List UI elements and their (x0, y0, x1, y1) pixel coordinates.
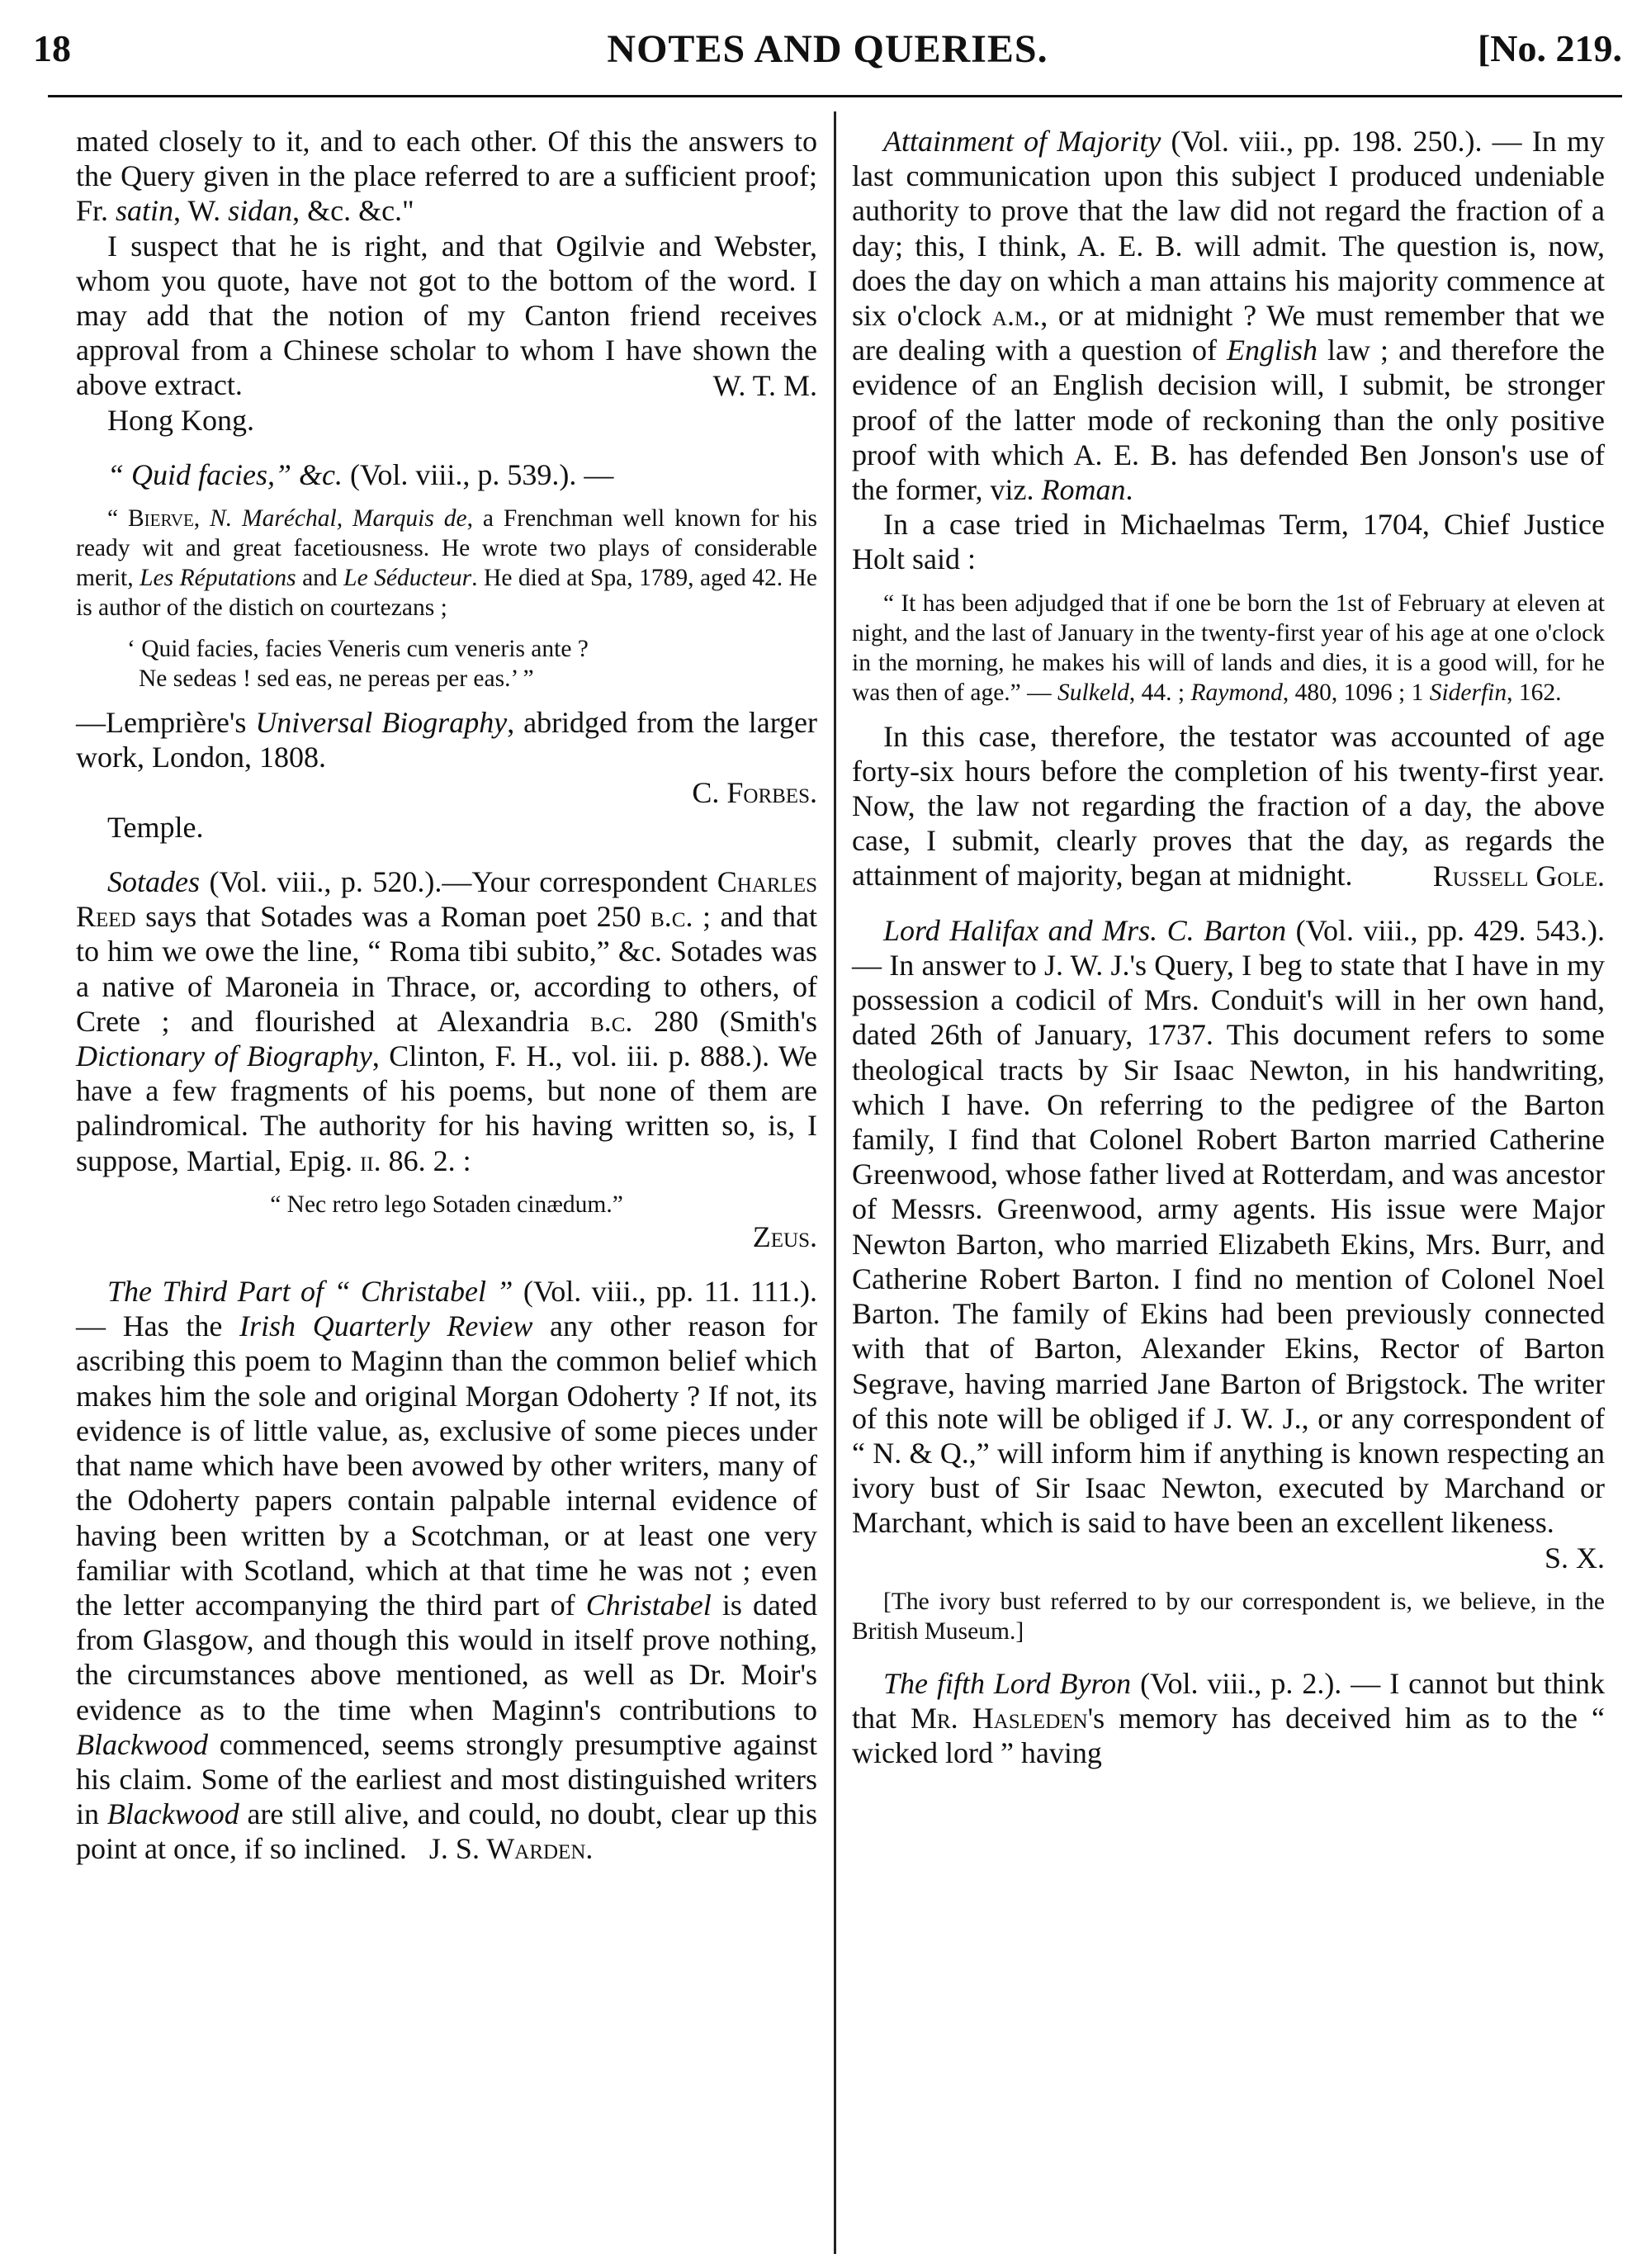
quote-bierve: “ Bierve, N. Maréchal, Marquis de, a Frenchman well known for his ready wit and great facetiousness. He wrote two plays of considerable merit, Les Réputations and Le Séducteur. He died at Spa, 1789, aged 42. He is author of the distich on courtezans ; (76, 505, 817, 622)
signature-warden: J. S. Warden. (428, 1832, 594, 1866)
left-column (76, 124, 817, 1867)
page-header (33, 25, 1622, 83)
signature-forbes: C. Forbes. (692, 775, 817, 809)
header-rule (48, 95, 1622, 97)
quote-holt: “ It has been adjudged that if one be born the 1st of February at eleven at night, and the last of January in the twenty-first year of his age at one o'clock in the morning, he makes his will of lands and dies, it is a good will, for he was then of age.” — Sulkeld, 44. ; Raymond, 480, 1096 ; 1 Siderfin, 162. (852, 589, 1605, 706)
paragraph-holt: In a case tried in Michaelmas Term, 1704, Chief Justice Holt said : (852, 508, 1605, 576)
article-sotades: Sotades (Vol. viii., p. 520.).—Your correspondent Charles Reed says that Sotades was a Roman poet 250 b.c. ; and that to him we owe the line, “ Roma tibi subito,” &c. Sotades was a native of Maroneia in Thrace, or, according to others, of Crete ; and flourished at Alexandria b.c. 280 (Smith's Dictionary of Biography, Clinton, F. H., vol. iii. p. 888.). We have a few fragments of his poems, but none of them are palindromical. The authority for his having written so, is, I suppose, Martial, Epig. ii. 86. 2. : (76, 865, 818, 1177)
signature-gole: Russell Gole. (1432, 859, 1605, 893)
right-column (852, 124, 1605, 1770)
article-fifth-lord-byron: The fifth Lord Byron (Vol. viii., p. 2.). — I cannot but think that Mr. Hasleden's memory has deceived him as to the “ wicked lord ” having (852, 1666, 1606, 1770)
signature-zeus: Zeus. (752, 1219, 817, 1253)
place-temple: Temple. (107, 810, 204, 844)
paragraph-wtm: I suspect that he is right, and that Ogilvie and Webster, whom you quote, have not got to the bottom of the word. I may add that the notion of my Canton friend receives approval from a Chinese scholar to whom I have shown the above extract. (76, 229, 817, 402)
article-lord-halifax: Lord Halifax and Mrs. C. Barton (Vol. viii., pp. 429. 543.). — In answer to J. W. J.'s Query, I beg to state that I have in my possession a codicil of Mrs. Conduit's will in her own hand, dated 26th of January, 1737. This document refers to some theological tracts by Sir Isaac Newton, in his handwriting, which I have. On referring to the pedigree of the Barton family, I find that Colonel Robert Barton married Catherine Greenwood, whose father lived at Rotterdam, and was ancestor of Messrs. Greenwood, army agents. His issue were Major Newton Barton, who married Elizabeth Ekins, Mrs. Burr, and Catherine Robert Barton. I find no mention of Colonel Noel Barton. The family of Ekins had been previously connected with that of Barton, Alexander Ekins, Rector of Barton Segrave, having married Jane Barton of Brigstock. The writer of this note will be obliged if J. W. J., or any correspondent of “ N. & Q.,” will inform him if anything is known respecting an ivory bust of Sir Isaac Newton, executed by Marchand or Marchant, which is said to have been an excellent likeness. (852, 913, 1606, 1540)
signature-wtm: W. T. M. (712, 368, 817, 402)
article-quid-facies-heading: “ Quid facies,” &c. (Vol. viii., p. 539.). — (107, 458, 614, 492)
column-divider (834, 111, 836, 2254)
issue-number: [No. 219. (1477, 27, 1622, 69)
paragraph-conclusion: In this case, therefore, the testator was accounted of age forty-six hours before the completion of his twenty-first year. Now, the law not regarding the fraction of a day, the above case, I submit, clearly proves that the day, as regards the attainment of majority, began at midnight. (852, 719, 1605, 893)
verse-line-2: Ne sedeas ! sed eas, ne pereas per eas.’ ” (139, 665, 534, 693)
journal-title: NOTES AND QUERIES. (607, 27, 1048, 71)
source-citation: —Lemprière's Universal Biography, abridged from the larger work, London, 1808. (76, 706, 817, 774)
verse-line-1: ‘ Quid facies, facies Veneris cum veneris ante ? (127, 636, 589, 663)
article-christabel: The Third Part of “ Christabel ” (Vol. viii., pp. 11. 111.). — Has the Irish Quarterly Review any other reason for ascribing this poem to Maginn than the common belief which makes him the sole and original Morgan Odoherty ? If not, its evidence is of little value, as, exclusive of some pieces under that name which have been avowed by other writers, many of the Odoherty papers contain palpable internal evidence of having been written by a Scotchman, or at least one very familiar with Scotland, which at that time he was not ; even the letter accompanying the third part of Christabel is dated from Glasgow, and though this would in itself prove nothing, the circumstances above mentioned, as well as Dr. Moir's evidence as to the time when Maginn's contributions to Blackwood commenced, seems strongly presumptive against his claim. Some of the earliest and most distinguished writers in Blackwood are still alive, and could, no doubt, clear up this point at once, if so inclined. J. S. Warden. (76, 1275, 817, 1866)
signature-sx: S. X. (1544, 1541, 1605, 1574)
quote-martial: “ Nec retro lego Sotaden cinædum.” (270, 1191, 623, 1218)
article-attainment-of-majority: Attainment of Majority (Vol. viii., pp. 198. 250.). — In my last communication upon this subject I produced undeniable authority to prove that the law did not regard the fraction of a day; this, I think, A. E. B. will admit. The question is, now, does the day on which a man attains his majority commence at six o'clock a.m., or at midnight ? We must remember that we are dealing with a question of English law ; and therefore the evidence of an English decision will, I submit, be stronger proof of the latter mode of reckoning than the only positive proof with which A. E. B. has defended Ben Jonson's use of the former, viz. Roman. (852, 125, 1605, 507)
page-number: 18 (33, 27, 71, 69)
place-hong-kong: Hong Kong. (107, 403, 254, 437)
editor-note: [The ivory bust referred to by our correspondent is, we believe, in the British Museum.] (852, 1588, 1605, 1645)
paragraph-continued: mated closely to it, and to each other. Of this the answers to the Query given in the place referred to are a sufficient proof; Fr. satin, W. sidan, &c. &c." (76, 125, 817, 228)
